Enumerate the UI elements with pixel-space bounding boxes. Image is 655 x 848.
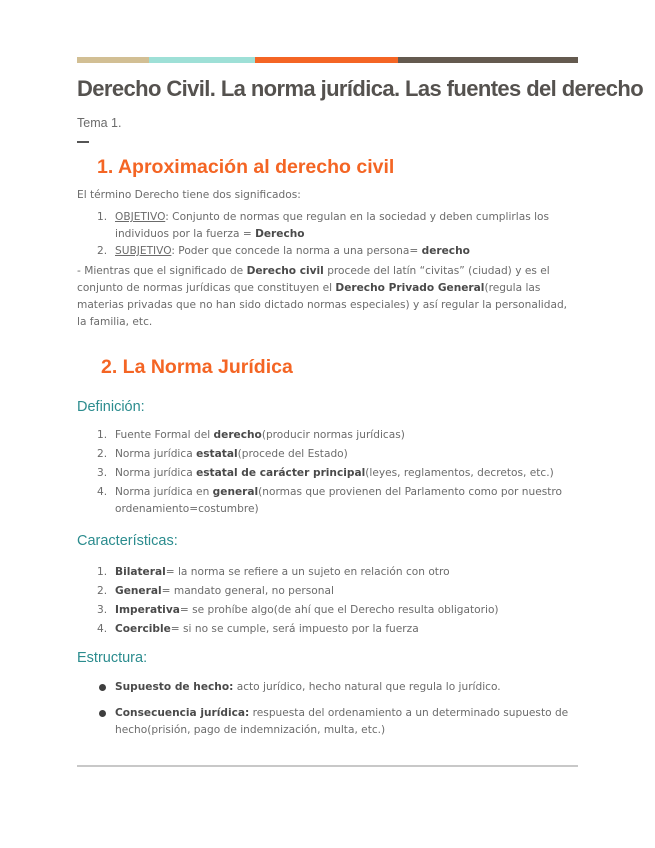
color-bar bbox=[77, 57, 578, 63]
bold-text: Derecho bbox=[255, 228, 305, 240]
subsection-heading: Características: bbox=[77, 533, 178, 549]
bold-text: estatal bbox=[196, 448, 238, 460]
list-item bbox=[77, 446, 578, 463]
list-number: 2. bbox=[97, 448, 108, 460]
list-item bbox=[77, 427, 578, 444]
color-bar-segment bbox=[77, 57, 149, 63]
bold-text: Consecuencia jurídica: bbox=[115, 707, 250, 719]
bold-text: General bbox=[115, 585, 162, 597]
text-run: - Mientras que el significado de bbox=[77, 265, 247, 277]
list-number: 2. bbox=[97, 585, 108, 597]
text-run: (normas que provienen del Parlamento como por nuestro ordenamiento=costumbre) bbox=[115, 486, 562, 515]
bold-text: Bilateral bbox=[115, 566, 166, 578]
list-number: 1. bbox=[97, 429, 108, 441]
subsection-heading: Definición: bbox=[77, 399, 145, 415]
footer-divider bbox=[77, 765, 578, 767]
paragraph bbox=[77, 263, 578, 331]
list-item bbox=[77, 564, 578, 581]
text-run: (leyes, reglamentos, decretos, etc.) bbox=[365, 467, 554, 479]
numbered-list bbox=[77, 564, 578, 638]
list-number: 1. bbox=[97, 211, 108, 223]
list-item bbox=[77, 602, 578, 619]
text-run: Norma jurídica bbox=[115, 448, 197, 460]
color-bar-segment bbox=[149, 57, 255, 63]
item-text: : Poder que concede la norma a una persona= bbox=[171, 245, 422, 257]
section-heading: 1. Aproximación al derecho civil bbox=[97, 156, 395, 178]
list-number: 1. bbox=[97, 566, 108, 578]
numbered-list bbox=[77, 209, 578, 260]
text-run: (procede del Estado) bbox=[237, 448, 348, 460]
document-subtitle: Tema 1. bbox=[77, 116, 122, 130]
bold-text: Derecho civil bbox=[246, 265, 324, 277]
bold-text: Supuesto de hecho: bbox=[115, 681, 234, 693]
bold-text: general bbox=[212, 486, 259, 498]
color-bar-segment bbox=[398, 57, 578, 63]
bold-text: estatal de carácter principal bbox=[196, 467, 366, 479]
list-number: 4. bbox=[97, 623, 108, 635]
color-bar-segment bbox=[255, 57, 398, 63]
bold-text: Derecho Privado General bbox=[335, 282, 485, 294]
text-run: = se prohíbe algo(de ahí que el Derecho resulta obligatorio) bbox=[179, 604, 499, 616]
text-run: (regula las materias privadas que no han sido dictado normas especiales) y así regular la personalidad, la familia, etc. bbox=[77, 282, 568, 328]
subsection-heading: Estructura: bbox=[77, 650, 148, 666]
list-item bbox=[77, 484, 578, 518]
list-item bbox=[77, 243, 578, 260]
text-run: procede del latín “civitas” (ciudad) y es el conjunto de normas jurídicas que constituyen el bbox=[77, 265, 550, 294]
text-run: Norma jurídica bbox=[115, 467, 197, 479]
list-item bbox=[77, 621, 578, 638]
item-text: : Conjunto de normas que regulan en la sociedad y deben cumplirlas los individuos por la fuerza = bbox=[115, 211, 550, 240]
text-run: respuesta del ordenamiento a un determinado supuesto de hecho(prisión, pago de indemnización, multa, etc.) bbox=[115, 707, 569, 736]
list-item bbox=[77, 209, 578, 243]
list-number: 3. bbox=[97, 467, 108, 479]
section-heading: 2. La Norma Jurídica bbox=[101, 356, 293, 378]
text-run: = mandato general, no personal bbox=[161, 585, 334, 597]
text-run: (producir normas jurídicas) bbox=[261, 429, 405, 441]
bullet-icon bbox=[99, 710, 106, 717]
term: SUBJETIVO bbox=[115, 245, 172, 257]
text-run: Fuente Formal del bbox=[115, 429, 214, 441]
text-run: = si no se cumple, será impuesto por la fuerza bbox=[170, 623, 419, 635]
term: OBJETIVO bbox=[115, 211, 166, 223]
list-number: 2. bbox=[97, 245, 108, 257]
list-item bbox=[77, 465, 578, 482]
text-run: Norma jurídica en bbox=[115, 486, 213, 498]
bullet-icon bbox=[99, 684, 106, 691]
text-run: = la norma se refiere a un sujeto en relación con otro bbox=[165, 566, 450, 578]
bold-text: derecho bbox=[213, 429, 262, 441]
list-number: 3. bbox=[97, 604, 108, 616]
bold-text: Coercible bbox=[115, 623, 171, 635]
bold-text: derecho bbox=[421, 245, 470, 257]
paragraph: El término Derecho tiene dos significados: bbox=[77, 189, 301, 201]
list-item bbox=[77, 705, 578, 739]
document-title: Derecho Civil. La norma jurídica. Las fuentes del derecho bbox=[77, 76, 644, 101]
bold-text: Imperativa bbox=[115, 604, 180, 616]
numbered-list bbox=[77, 427, 578, 518]
text-run: acto jurídico, hecho natural que regula lo jurídico. bbox=[233, 681, 501, 693]
list-item bbox=[77, 679, 578, 696]
bullet-list bbox=[77, 679, 578, 739]
list-number: 4. bbox=[97, 486, 108, 498]
list-item bbox=[77, 583, 578, 600]
divider-dash bbox=[77, 141, 89, 143]
